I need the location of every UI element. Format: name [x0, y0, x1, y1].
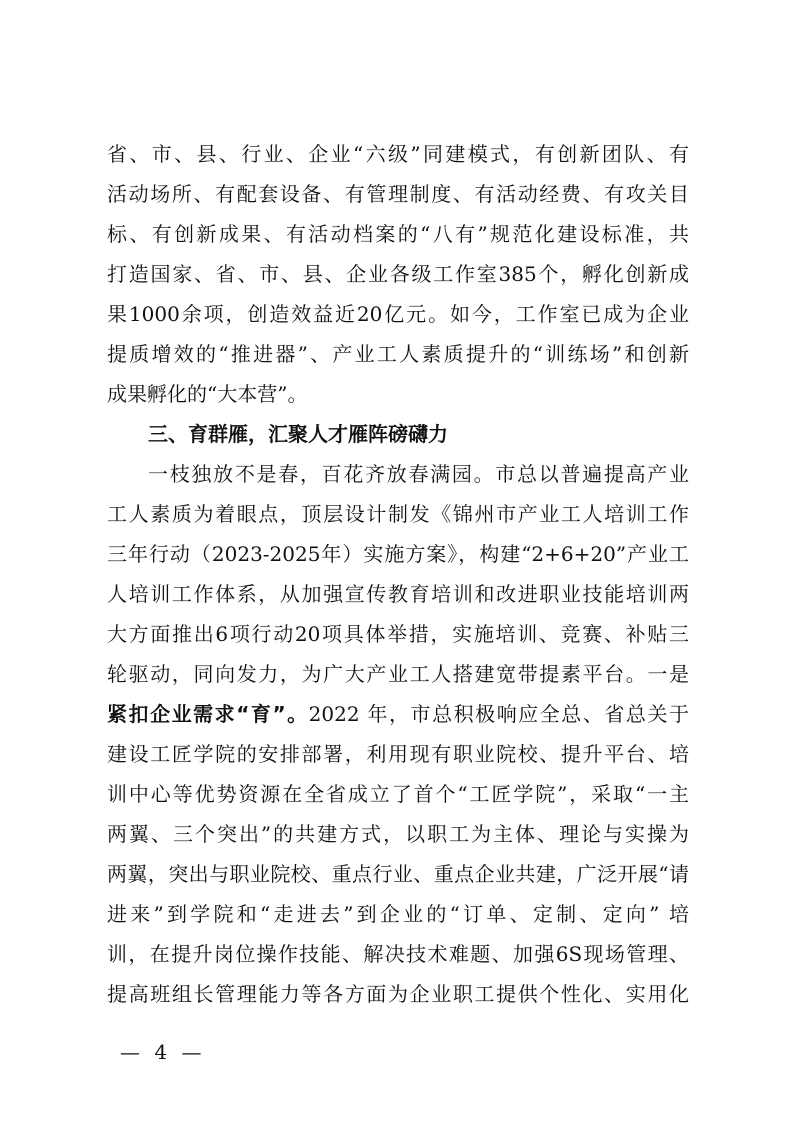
- paragraph-line: 轮驱动，同向发力，为广大产业工人搭建宽带提素平台。一是: [107, 662, 689, 686]
- paragraph-first-line: 一枝独放不是春，百花齐放春满园。市总以普遍提高产业: [148, 462, 689, 486]
- paragraph-line: 活动场所、有配套设备、有管理制度、有活动经费、有攻关目: [107, 182, 689, 206]
- paragraph-line: 工人素质为着眼点，顶层设计制发《锦州市产业工人培训工作: [107, 502, 689, 526]
- paragraph-line: 打造国家、省、市、县、企业各级工作室385个，孵化创新成: [107, 262, 689, 286]
- paragraph-line: 大方面推出6项行动20项具体举措，实施培训、竞赛、补贴三: [107, 622, 689, 646]
- paragraph-line-with-bold-lead: [107, 701, 689, 727]
- paragraph-line: 两翼，突出与职业院校、重点行业、重点企业共建，广泛开展“请: [107, 862, 689, 886]
- paragraph-line: 建设工匠学院的安排部署，利用现有职业院校、提升平台、培: [107, 742, 689, 766]
- paragraph-line: 训，在提升岗位操作技能、解决技术难题、加强6S现场管理、: [107, 942, 689, 966]
- paragraph-line: 训中心等优势资源在全省成立了首个“工匠学院”，采取“一主: [107, 782, 689, 806]
- section-heading: 三、育群雁，汇聚人才雁阵磅礴力: [148, 422, 448, 446]
- page-number: — 4 —: [120, 1040, 206, 1064]
- paragraph-line: 省、市、县、行业、企业“六级”同建模式，有创新团队、有: [107, 142, 689, 166]
- paragraph-line: 三年行动（2023-2025年）实施方案》，构建“2+6+20”产业工: [107, 542, 689, 566]
- paragraph-line: 成果孵化的“大本营”。: [107, 382, 308, 406]
- paragraph-line: 进来”到学院和“走进去”到企业的“订单、定制、定向” 培: [107, 902, 689, 926]
- line-rest-text: 2022 年，市总积极响应全总、省总关于: [308, 702, 689, 726]
- paragraph-line: 提质增效的“推进器”、产业工人素质提升的“训练场”和创新: [107, 342, 689, 366]
- paragraph-line: 提高班组长管理能力等各方面为企业职工提供个性化、实用化: [107, 982, 689, 1006]
- paragraph-line: 人培训工作体系，从加强宣传教育培训和改进职业技能培训两: [107, 582, 689, 606]
- paragraph-line: 两翼、三个突出”的共建方式，以职工为主体、理论与实操为: [107, 822, 689, 846]
- paragraph-line: 标、有创新成果、有活动档案的“八有”规范化建设标准，共: [107, 222, 689, 246]
- bold-lead-text: 紧扣企业需求“育”。: [107, 702, 309, 726]
- paragraph-line: 果1000余项，创造效益近20亿元。如今，工作室已成为企业: [107, 302, 689, 326]
